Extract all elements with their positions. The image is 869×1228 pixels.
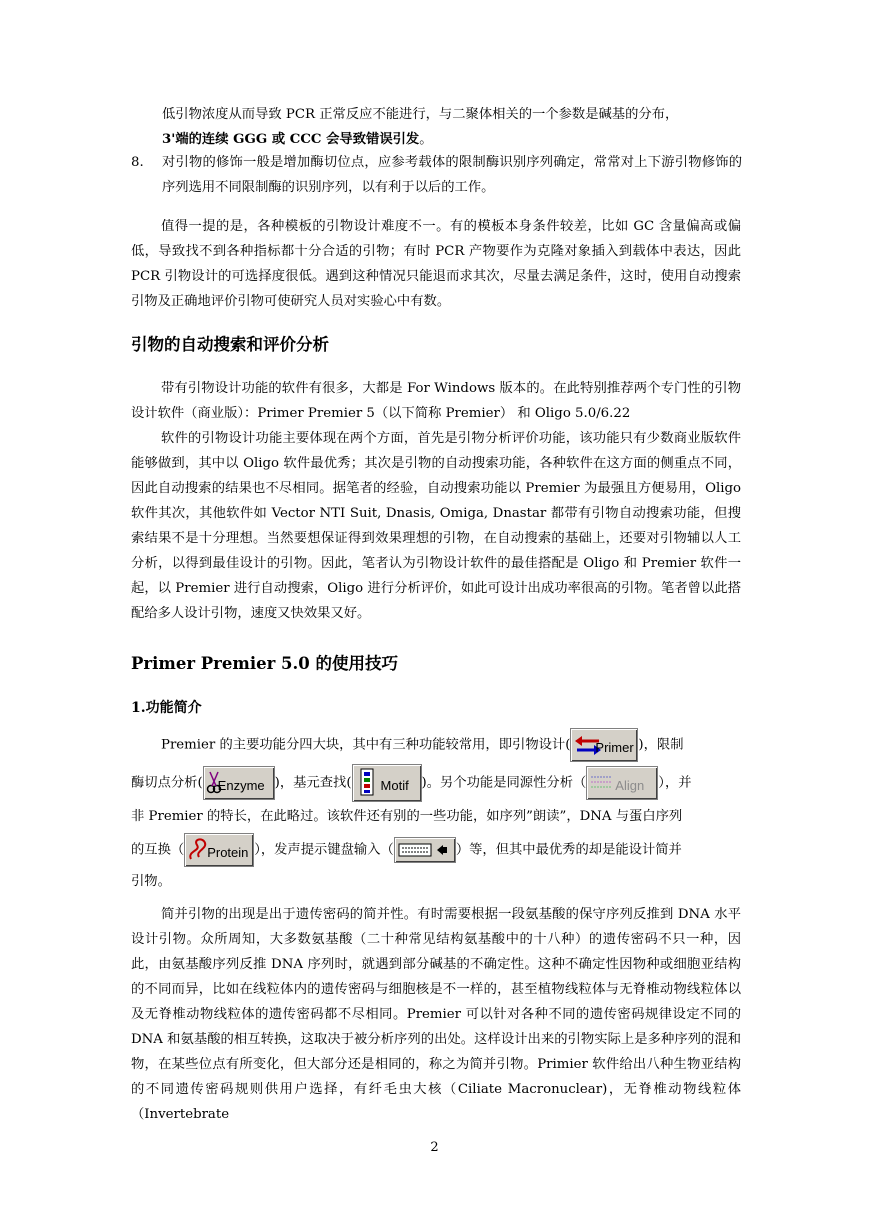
motif-sequence-icon	[359, 768, 377, 796]
motif-button-label: Motif	[380, 778, 409, 793]
protein-chain-icon	[187, 837, 209, 863]
paragraph-difficulty: 值得一提的是，各种模板的引物设计难度不一。有的模板本身条件较差，比如 GC 含量偏高或偏低，导致找不到各种指标都十分合适的引物；有时 PCR 产物要作为克隆对象插入到载体中表达，因此 PCR 引物设计的可选择度很低。遇到这种情况只能退而求其次，尽量去满足条件，这时，使用自动搜索引物及正确地评价引物可使研究人员对实验心中有数。	[131, 219, 741, 309]
protein-button-label: Protein	[207, 845, 249, 860]
page-number: 2	[430, 1140, 439, 1155]
paragraph-functions	[131, 728, 741, 894]
primer-button[interactable]	[570, 728, 638, 762]
subsection-heading-features: 1.功能简介	[131, 700, 202, 716]
section-heading-auto-search: 引物的自动搜索和评价分析	[131, 335, 329, 354]
func-line-4: 的互换（ Protein ），发声提示键盘输入（ ）等，但其中最优秀的却是能设计简并	[131, 833, 741, 869]
enzyme-button-label: Enzyme	[217, 778, 265, 793]
list-item-7-continuation	[162, 102, 742, 152]
protein-button[interactable]	[184, 833, 254, 867]
align-button-label: Align	[615, 778, 645, 793]
func-line-2: 酶切点分析( Enzyme )，基元查找( Motif )。另个功能是同源性分析（ Align ），并	[131, 764, 741, 804]
bold-emphasis: 3'端的连续 GGG 或 CCC 会导致错误引发	[162, 132, 420, 147]
enzyme-button[interactable]	[203, 766, 275, 800]
paragraph-degenerate-primers: 简并引物的出现是出于遗传密码的简并性。有时需要根据一段氨基酸的保守序列反推到 DNA 水平设计引物。众所周知，大多数氨基酸（二十种常见结构氨基酸中的十八种）的遗传密码不只一种，因此，由氨基酸序列反推 DNA 序列时，就遇到部分碱基的不确定性。这种不确定性因物种或细胞亚结构的不同而异，比如在线粒体内的遗传密码与细胞核是不一样的，甚至植物线粒体与无脊椎动物线粒体以及无脊椎动物线粒体的遗传密码都不尽相同。Premier 可以针对各种不同的遗传密码规律设定不同的 DNA 和氨基酸的相互转换，这取决于被分析序列的出处。这样设计出来的引物实际上是多种序列的混和物，在某些位点有所变化，但大部分还是相同的，称之为简并引物。Primier 软件给出八种生物亚结构的不同遗传密码规则供用户选择，有纤毛虫大核（Ciliate Macronuclear)，无脊椎动物线粒体（Invertebrate	[131, 907, 741, 1122]
func-line-5: 引物。	[131, 874, 171, 889]
func-line-1: Premier 的主要功能分四大块，其中有三种功能较常用，即引物设计( Primer )，限制	[131, 728, 741, 760]
list-text: 低引物浓度从而导致 PCR 正常反应不能进行，与二聚体相关的一个参数是碱基的分布，	[162, 107, 679, 122]
align-button[interactable]	[586, 766, 658, 800]
func-line-3: 非 Premier 的特长，在此略过。该软件还有别的一些功能，如序列”朗读”，DNA 与蛋白序列	[131, 809, 683, 824]
paragraph-software-intro: 带有引物设计功能的软件有很多，大都是 For Windows 版本的。在此特别推荐两个专门性的引物设计软件（商业版）：Primer Premier 5（以下简称 Premier） 和 Oligo 5.0/6.22	[131, 381, 741, 421]
keyboard-speaker-icon	[397, 840, 453, 860]
paragraph-software-features: 软件的引物设计功能主要体现在两个方面，首先是引物分析评价功能，该功能只有少数商业版软件能够做到，其中以 Oligo 软件最优秀；其次是引物的自动搜索功能，各种软件在这方面的侧重点不同，因此自动搜索的结果也不尽相同。据笔者的经验，自动搜索功能以 Premier 为最强且方便易用，Oligo 软件其次，其他软件如 Vector NTI Suit, Dnasis, Omiga, Dnastar 都带有引物自动搜索功能，但搜索结果不是十分理想。当然要想保证得到效果理想的引物，在自动搜索的基础上，还要对引物辅以人工分析，以得到最佳设计的引物。因此，笔者认为引物设计软件的最佳搭配是 Oligo 和 Premier 软件一起，以 Premier 进行自动搜索，Oligo 进行分析评价，如此可设计出成功率很高的引物。笔者曾以此搭配给多人设计引物，速度又快效果又好。	[131, 431, 741, 621]
align-rows-icon	[589, 773, 615, 793]
motif-button[interactable]	[352, 764, 422, 802]
section-heading-primer-premier: Primer Premier 5.0 的使用技巧	[131, 654, 398, 673]
list-number-8: 8.	[131, 155, 144, 170]
keyboard-sound-button[interactable]	[394, 837, 456, 863]
list-text-end: 。	[419, 132, 433, 147]
primer-button-label: Primer	[595, 740, 634, 755]
list-item-8: 对引物的修饰一般是增加酶切位点，应参考载体的限制酶识别序列确定，常常对上下游引物修饰的序列选用不同限制酶的识别序列，以有利于以后的工作。	[162, 155, 742, 195]
